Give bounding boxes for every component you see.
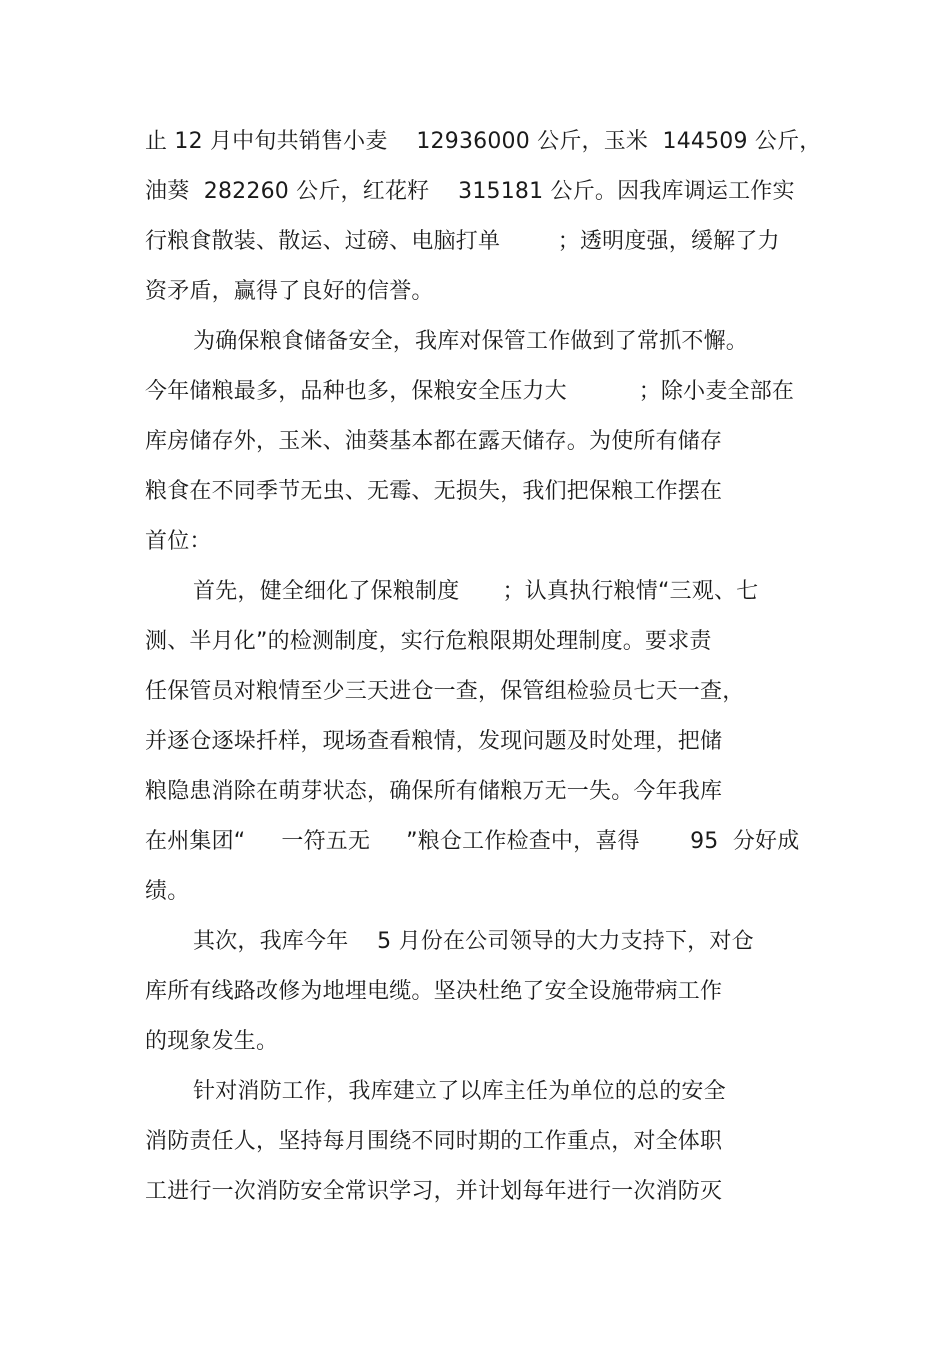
text-line: 今年储粮最多，品种也多，保粮安全压力大 ；除小麦全部在: [145, 379, 795, 404]
text-line: 库所有线路改修为地埋电缆。坚决杜绝了安全设施带病工作: [145, 979, 723, 1004]
text-line: 的现象发生。: [145, 1029, 279, 1054]
text-line: 绩。: [145, 879, 190, 904]
text-line: 在州集团“ 一符五无 ”粮仓工作检查中，喜得 95 分好成: [145, 829, 800, 854]
text-line: 资矛盾，赢得了良好的信誉。: [145, 279, 434, 304]
text-line: 行粮食散装、散运、过磅、电脑打单 ；透明度强，缓解了力: [145, 229, 780, 254]
paragraph-first-line: 首先，健全细化了保粮制度 ；认真执行粮情“三观、七: [193, 579, 759, 604]
text-line: 油葵 282260 公斤，红花籽 315181 公斤。因我库调运工作实: [145, 179, 795, 204]
text-line: 粮隐患消除在萌芽状态，确保所有储粮万无一失。今年我库: [145, 779, 723, 804]
text-line: 测、半月化”的检测制度，实行危粮限期处理制度。要求责: [145, 629, 712, 654]
paragraph-first-line: 其次，我库今年 5 月份在公司领导的大力支持下，对仓: [193, 929, 754, 954]
text-line: 首位：: [145, 529, 212, 554]
text-line: 止 12 月中旬共销售小麦 12936000 公斤，玉米 144509 公斤，: [145, 129, 822, 154]
text-line: 并逐仓逐垛扦样，现场查看粮情，发现问题及时处理，把储: [145, 729, 723, 754]
paragraph-first-line: 针对消防工作，我库建立了以库主任为单位的总的安全: [193, 1079, 726, 1104]
text-line: 粮食在不同季节无虫、无霉、无损失，我们把保粮工作摆在: [145, 479, 723, 504]
text-line: 工进行一次消防安全常识学习，并计划每年进行一次消防灭: [145, 1179, 723, 1204]
text-line: 库房储存外，玉米、油葵基本都在露天储存。为使所有储存: [145, 429, 723, 454]
text-line: 消防责任人，坚持每月围绕不同时期的工作重点，对全体职: [145, 1129, 723, 1154]
paragraph-first-line: 为确保粮食储备安全，我库对保管工作做到了常抓不懈。: [193, 329, 749, 354]
text-line: 任保管员对粮情至少三天进仓一查，保管组检验员七天一查，: [145, 679, 745, 704]
